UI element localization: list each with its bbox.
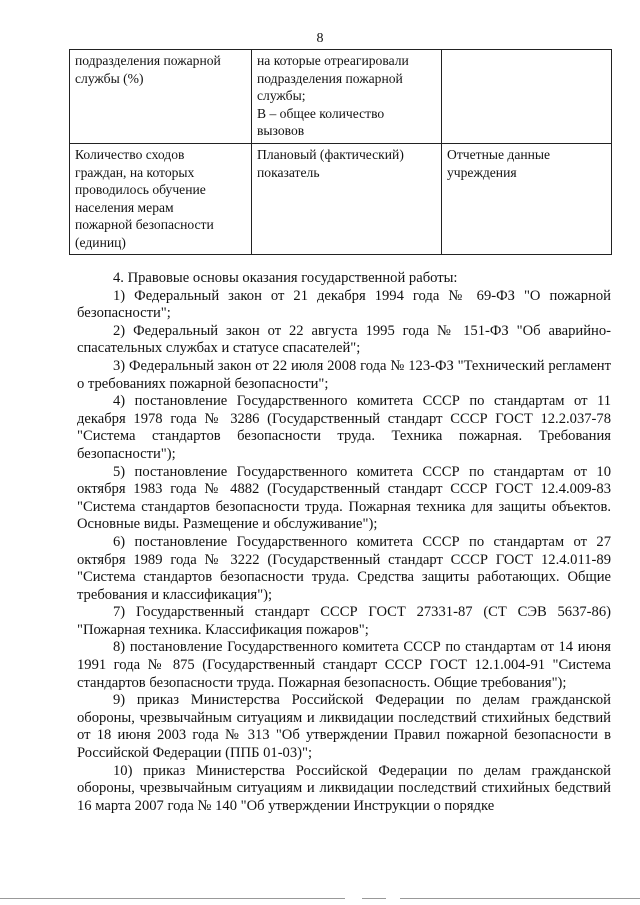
list-item: 7) Государственный стандарт СССР ГОСТ 27331-87 (СТ СЭВ 5637-86) "Пожарная техника. Классификация пожаров"; xyxy=(77,604,611,638)
cell-line: показатель xyxy=(257,164,320,180)
cell-line: граждан, на которых xyxy=(75,164,195,180)
cell-line: учреждения xyxy=(447,164,517,180)
legal-basis-section xyxy=(77,270,611,815)
table-cell-indicator xyxy=(70,144,252,255)
cell-line: В – общее количество xyxy=(257,105,385,121)
table-cell-indicator xyxy=(70,50,252,144)
list-item: 6) постановление Государственного комитета СССР по стандартам от 27 октября 1989 года № 3222 (Государственный стандарт СССР ГОСТ 12.4.011-89 "Система стандартов безопасности труда. Средства защиты работающих. Общие требования и классификация"); xyxy=(77,533,611,603)
list-item: 10) приказ Министерства Российской Федерации по делам гражданской обороны, чрезвычайным ситуациям и ликвидации последствий стихийных бедствий 16 марта 2007 года № 140 "Об утверждении Инструкции о порядке xyxy=(77,762,611,814)
scan-footer-line xyxy=(0,898,640,899)
cell-line: службы; xyxy=(257,88,306,103)
cell-line: населения мерам xyxy=(75,199,174,215)
list-item: 2) Федеральный закон от 22 августа 1995 года № 151-ФЗ "Об аварийно-спасательных службах и статусе спасателей"; xyxy=(77,322,611,357)
page-number: 8 xyxy=(316,31,324,46)
footer-line-segment xyxy=(400,898,640,899)
table-cell-source xyxy=(442,50,612,144)
list-item: 9) приказ Министерства Российской Федерации по делам гражданской обороны, чрезвычайным ситуациям и ликвидации последствий стихийных бедствий от 18 июня 2003 года № 313 "Об утверждении Правил пожарной безопасности в Российской Федерации (ППБ 01-03)"; xyxy=(77,692,611,762)
cell-line: Количество сходов xyxy=(75,147,185,162)
cell-line: проводилось обучение xyxy=(75,182,206,197)
cell-line: Отчетные данные xyxy=(447,147,551,162)
indicator-table xyxy=(69,49,612,255)
cell-line: подразделения пожарной xyxy=(257,70,403,86)
list-item: 3) Федеральный закон от 22 июля 2008 года № 123-ФЗ "Технический регламент о требованиях пожарной безопасности"; xyxy=(77,357,611,392)
table-cell-source xyxy=(442,144,612,255)
cell-line: Плановый (фактический) xyxy=(257,147,404,162)
footer-line-segment xyxy=(362,898,386,899)
list-item: 8) постановление Государственного комитета СССР по стандартам от 14 июня 1991 года № 875 (Государственный стандарт СССР ГОСТ 12.1.004-91 "Система стандартов безопасности труда. Пожарная безопасность. Общие требования"); xyxy=(77,639,611,691)
table-row xyxy=(70,50,612,144)
footer-line-segment xyxy=(0,898,345,899)
cell-line: (единиц) xyxy=(75,234,126,250)
table-cell-formula xyxy=(252,144,442,255)
table-row xyxy=(70,144,612,255)
section-heading: 4. Правовые основы оказания государственной работы: xyxy=(113,270,458,286)
table-cell-formula xyxy=(252,50,442,144)
cell-line: пожарной безопасности xyxy=(75,217,214,232)
cell-line: вызовов xyxy=(257,123,305,138)
cell-line: подразделения пожарной xyxy=(75,53,221,68)
cell-line: службы (%) xyxy=(75,70,144,86)
cell-line: на которые отреагировали xyxy=(257,53,409,68)
list-item: 4) постановление Государственного комитета СССР по стандартам от 11 декабря 1978 года № 3286 (Государственный стандарт СССР ГОСТ 12.2.037-78 "Система стандартов безопасности труда. Техника пожарная. Требования безопасности"); xyxy=(77,393,611,462)
list-item: 5) постановление Государственного комитета СССР по стандартам от 10 октября 1983 года № 4882 (Государственный стандарт СССР ГОСТ 12.4.009-83 "Система стандартов безопасности труда. Пожарная техника для защиты объектов. Основные виды. Размещение и обслуживание"); xyxy=(77,463,611,533)
list-item: 1) Федеральный закон от 21 декабря 1994 года № 69-ФЗ "О пожарной безопасности"; xyxy=(77,287,611,322)
